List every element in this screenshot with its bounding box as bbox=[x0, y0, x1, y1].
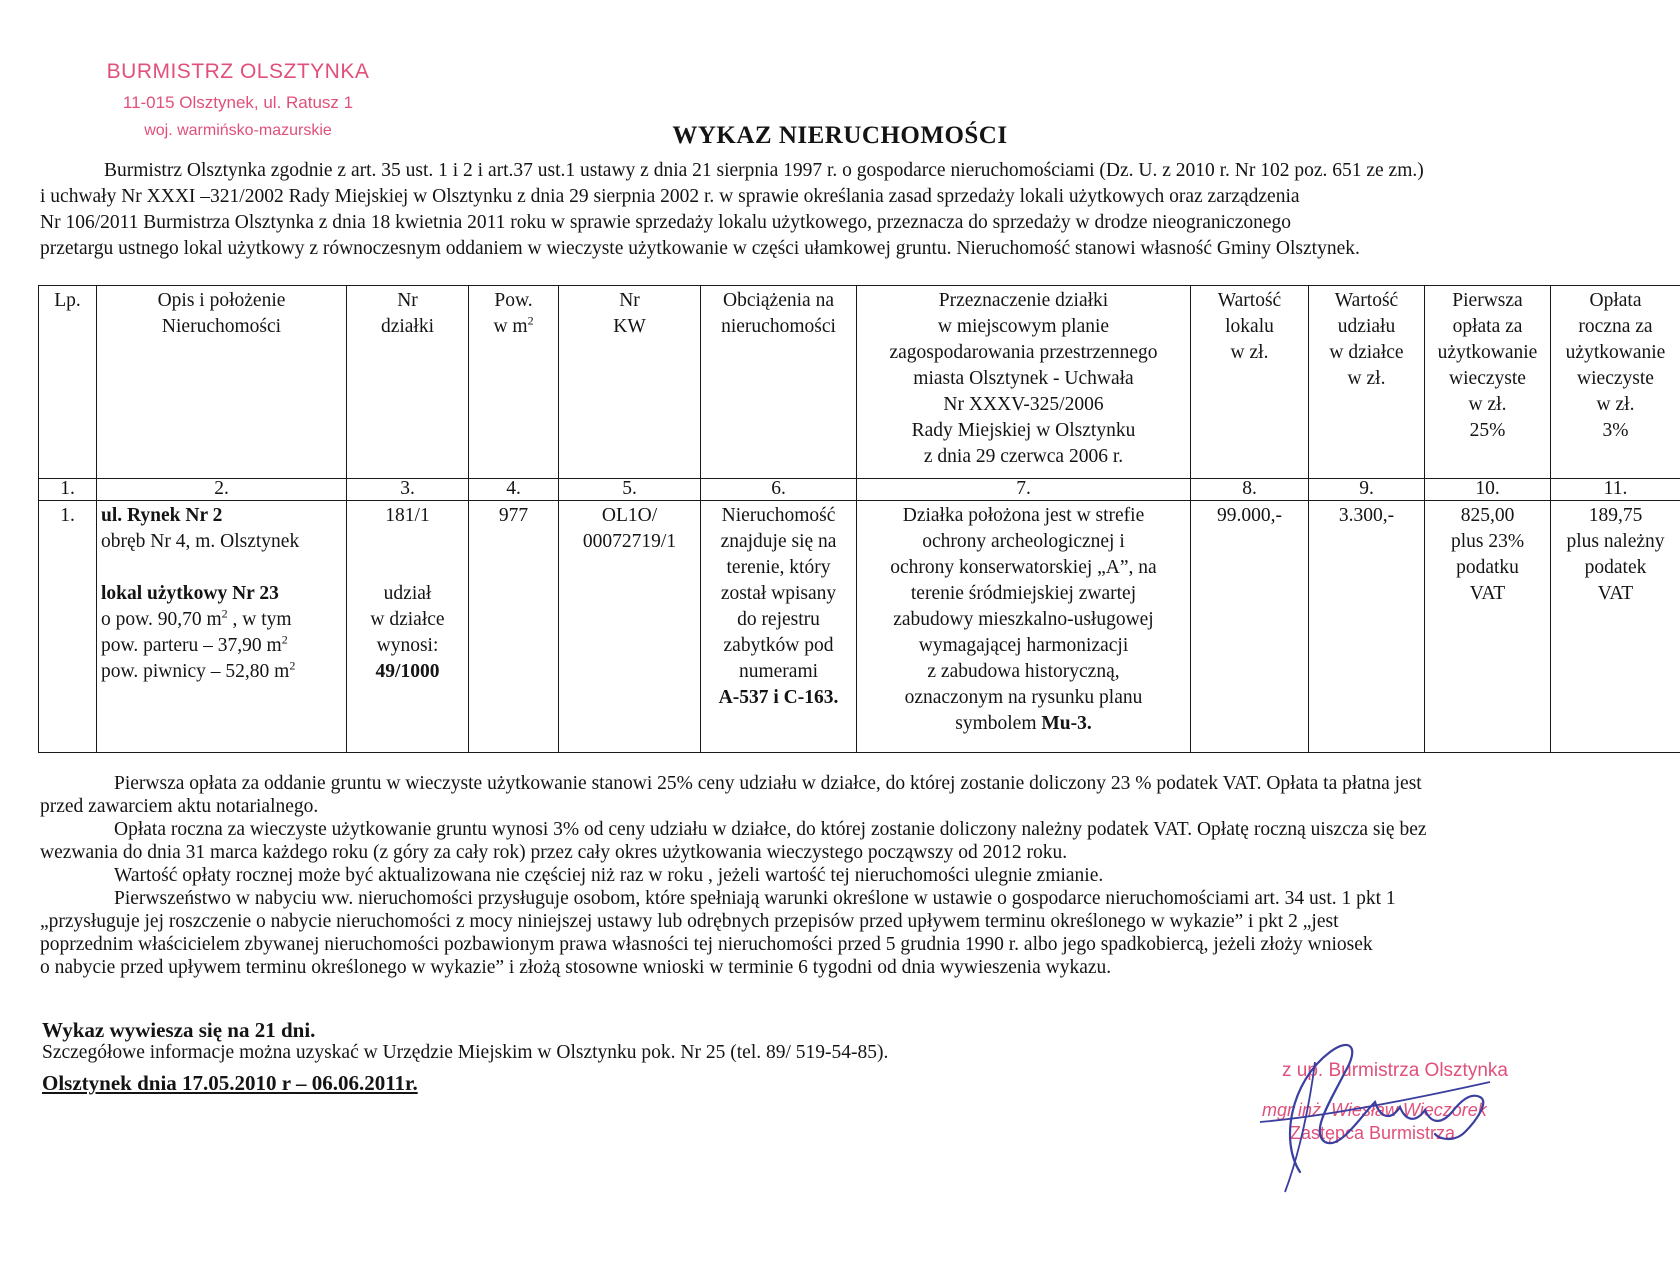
paragraph-line: przed zawarciem aktu notarialnego. bbox=[40, 796, 319, 817]
column-number: 10. bbox=[1425, 479, 1551, 501]
header-pow: Pow. w $m^2$ bbox=[469, 286, 559, 479]
header-opis: Opis i położenie Nieruchomości bbox=[97, 286, 347, 479]
intro-line: Burmistrz Olsztynka zgodnie z art. 35 ust. 1 i 2 i art.37 ust.1 ustawy z dnia 21 sierpnia 1997 r. o gospodarce nieruchomościami (Dz. U. z 2010 r. Nr 102 poz. 651 ze zm.) bbox=[104, 160, 1424, 181]
intro-line: Nr 106/2011 Burmistrza Olsztynka z dnia 18 kwietnia 2011 roku w sprawie sprzedaży lokalu użytkowego, przeznacza do sprzedaży w drodze nieograniczonego bbox=[40, 212, 1291, 233]
paragraph-line: Pierwsza opłata za oddanie gruntu w wieczyste użytkowanie stanowi 25% ceny udziału w działce, do której zostanie doliczony 23 % podatek VAT. Opłata ta płatna jest bbox=[114, 773, 1422, 794]
column-number: 7. bbox=[857, 479, 1191, 501]
column-number-row bbox=[39, 479, 1680, 501]
cell-pierwsza-oplata: 825,00 plus 23% podatku VAT bbox=[1425, 501, 1551, 753]
paragraph-line: Opłata roczna za wieczyste użytkowanie gruntu wynosi 3% od ceny udziału w działce, do której zostanie doliczony należny podatek VAT. Opłatę roczną uiszcza się bez bbox=[114, 819, 1427, 840]
signature-stamp-line-2: mgr inż. Wiesław Wieczorek bbox=[1262, 1100, 1487, 1120]
cell-wartosc-udzialu: 3.300,- bbox=[1309, 501, 1425, 753]
cell-nr-dzialki: 181/1 udział w działce wynosi: 49/1000 bbox=[347, 501, 469, 753]
intro-paragraph bbox=[40, 158, 1680, 262]
column-number: 1. bbox=[39, 479, 97, 501]
column-number: 8. bbox=[1191, 479, 1309, 501]
intro-line: przetargu ustnego lokal użytkowy z równoczesnym oddaniem w wieczyste użytkowanie w części ułamkowej gruntu. Nieruchomość stanowi własność Gminy Olsztynek. bbox=[40, 238, 1360, 259]
table-row bbox=[39, 501, 1680, 753]
signature-stamp-line-3: Zastępca Burmistrza bbox=[1290, 1123, 1456, 1143]
header-nr-kw: Nr KW bbox=[559, 286, 701, 479]
header-row bbox=[39, 286, 1680, 479]
contact-info: Szczegółowe informacje można uzyskać w Urzędzie Miejskim w Olsztynku pok. Nr 25 (tel. 89/ 519-54-85). bbox=[42, 1042, 889, 1063]
posting-period: Wykaz wywiesza się na 21 dni. bbox=[42, 1018, 316, 1042]
stamp-line-2: 11-015 Olsztynek, ul. Ratusz 1 bbox=[122, 93, 354, 112]
column-number: 11. bbox=[1551, 479, 1680, 501]
cell-wartosc-lokalu: 99.000,- bbox=[1191, 501, 1309, 753]
signature-stamp-line-1: z up. Burmistrza Olsztynka bbox=[1282, 1060, 1508, 1081]
handwritten-signature bbox=[1240, 1022, 1560, 1202]
column-number: 2. bbox=[97, 479, 347, 501]
cell-opis: ul. Rynek Nr 2 obręb Nr 4, m. Olsztynek lokal użytkowy Nr 23 o pow. 90,70 $m^2$ , w tym pow. parteru – 37,90 $m^2$ pow. piwnicy – 52,80 $m^2$ bbox=[97, 501, 347, 753]
header-oplata-roczna: Opłata roczna za użytkowanie wieczyste w zł. 3% bbox=[1551, 286, 1680, 479]
stamp-line-1: BURMISTRZ OLSZTYNKA bbox=[106, 60, 370, 83]
cell-pow: 977 bbox=[469, 501, 559, 753]
column-number: 5. bbox=[559, 479, 701, 501]
header-lp: Lp. bbox=[39, 286, 97, 479]
column-number: 9. bbox=[1309, 479, 1425, 501]
cell-oplata-roczna: 189,75 plus należny podatek VAT bbox=[1551, 501, 1680, 753]
conditions-text bbox=[40, 772, 1680, 979]
cell-obciazenia: Nieruchomość znajduje się na terenie, który został wpisany do rejestru zabytków pod numerami A-537 i C-163. bbox=[701, 501, 857, 753]
header-pierwsza-oplata: Pierwsza opłata za użytkowanie wieczyste w zł. 25% bbox=[1425, 286, 1551, 479]
stamp-line-3: woj. warmińsko-mazurskie bbox=[144, 122, 332, 139]
column-number: 3. bbox=[347, 479, 469, 501]
cell-przeznaczenie: Działka położona jest w strefie ochrony archeologicznej i ochrony konserwatorskiej „A”, na terenie śródmiejskiej zwartej zabudowy mieszkalno-usługowej wymagającej harmonizacji z zabudowa historyczną, oznaczonym na rysunku planu symbolem Mu-3. bbox=[857, 501, 1191, 753]
paragraph-line: o nabycie przed upływem terminu określonego w wykazie” i złożą stosowne wnioski w terminie 6 tygodni od dnia wywieszenia wykazu. bbox=[40, 957, 1112, 978]
cell-lp: 1. bbox=[39, 501, 97, 753]
posting-dates: Olsztynek dnia 17.05.2010 r – 06.06.2011r. bbox=[42, 1071, 418, 1095]
cell-nr-kw: OL1O/ 00072719/1 bbox=[559, 501, 701, 753]
paragraph-line: poprzednim właścicielem zbywanej nieruchomości pozbawionym prawa własności tej nieruchomości przed 5 grudnia 1990 r. albo jego spadkobiercą, jeżeli złoży wniosek bbox=[40, 934, 1373, 955]
header-wartosc-udzialu: Wartość udziału w działce w zł. bbox=[1309, 286, 1425, 479]
paragraph-line: Wartość opłaty rocznej może być aktualizowana nie częściej niż raz w roku , jeżeli wartość tej nieruchomości ulegnie zmianie. bbox=[114, 865, 1104, 886]
document-title: WYKAZ NIERUCHOMOŚCI bbox=[672, 122, 1008, 149]
column-number: 6. bbox=[701, 479, 857, 501]
paragraph-line: wezwania do dnia 31 marca każdego roku (z góry za cały rok) przez cały okres użytkowania wieczystego począwszy od 2012 roku. bbox=[40, 842, 1068, 863]
intro-line: i uchwały Nr XXXI –321/2002 Rady Miejskiej w Olsztynku z dnia 29 sierpnia 2002 r. w sprawie określania zasad sprzedaży lokali użytkowych oraz zarządzenia bbox=[40, 186, 1300, 207]
header-wartosc-lokalu: Wartość lokalu w zł. bbox=[1191, 286, 1309, 479]
column-number: 4. bbox=[469, 479, 559, 501]
paragraph-line: Pierwszeństwo w nabyciu ww. nieruchomości przysługuje osobom, które spełniają warunki określone w ustawie o gospodarce nieruchomościami art. 34 ust. 1 pkt 1 bbox=[114, 888, 1396, 909]
header-obciazenia: Obciążenia na nieruchomości bbox=[701, 286, 857, 479]
property-table bbox=[38, 285, 1680, 753]
header-nr-dzialki: Nr działki bbox=[347, 286, 469, 479]
header-przeznaczenie: Przeznaczenie działki w miejscowym planie zagospodarowania przestrzennego miasta Olsztynek - Uchwała Nr XXXV-325/2006 Rady Miejskiej w Olsztynku z dnia 29 czerwca 2006 r. bbox=[857, 286, 1191, 479]
paragraph-line: „przysługuje jej roszczenie o nabycie nieruchomości z mocy niniejszej ustawy lub odrębnych przepisów przed upływem terminu określonego w wykazie” i pkt 2 „jest bbox=[40, 911, 1339, 932]
